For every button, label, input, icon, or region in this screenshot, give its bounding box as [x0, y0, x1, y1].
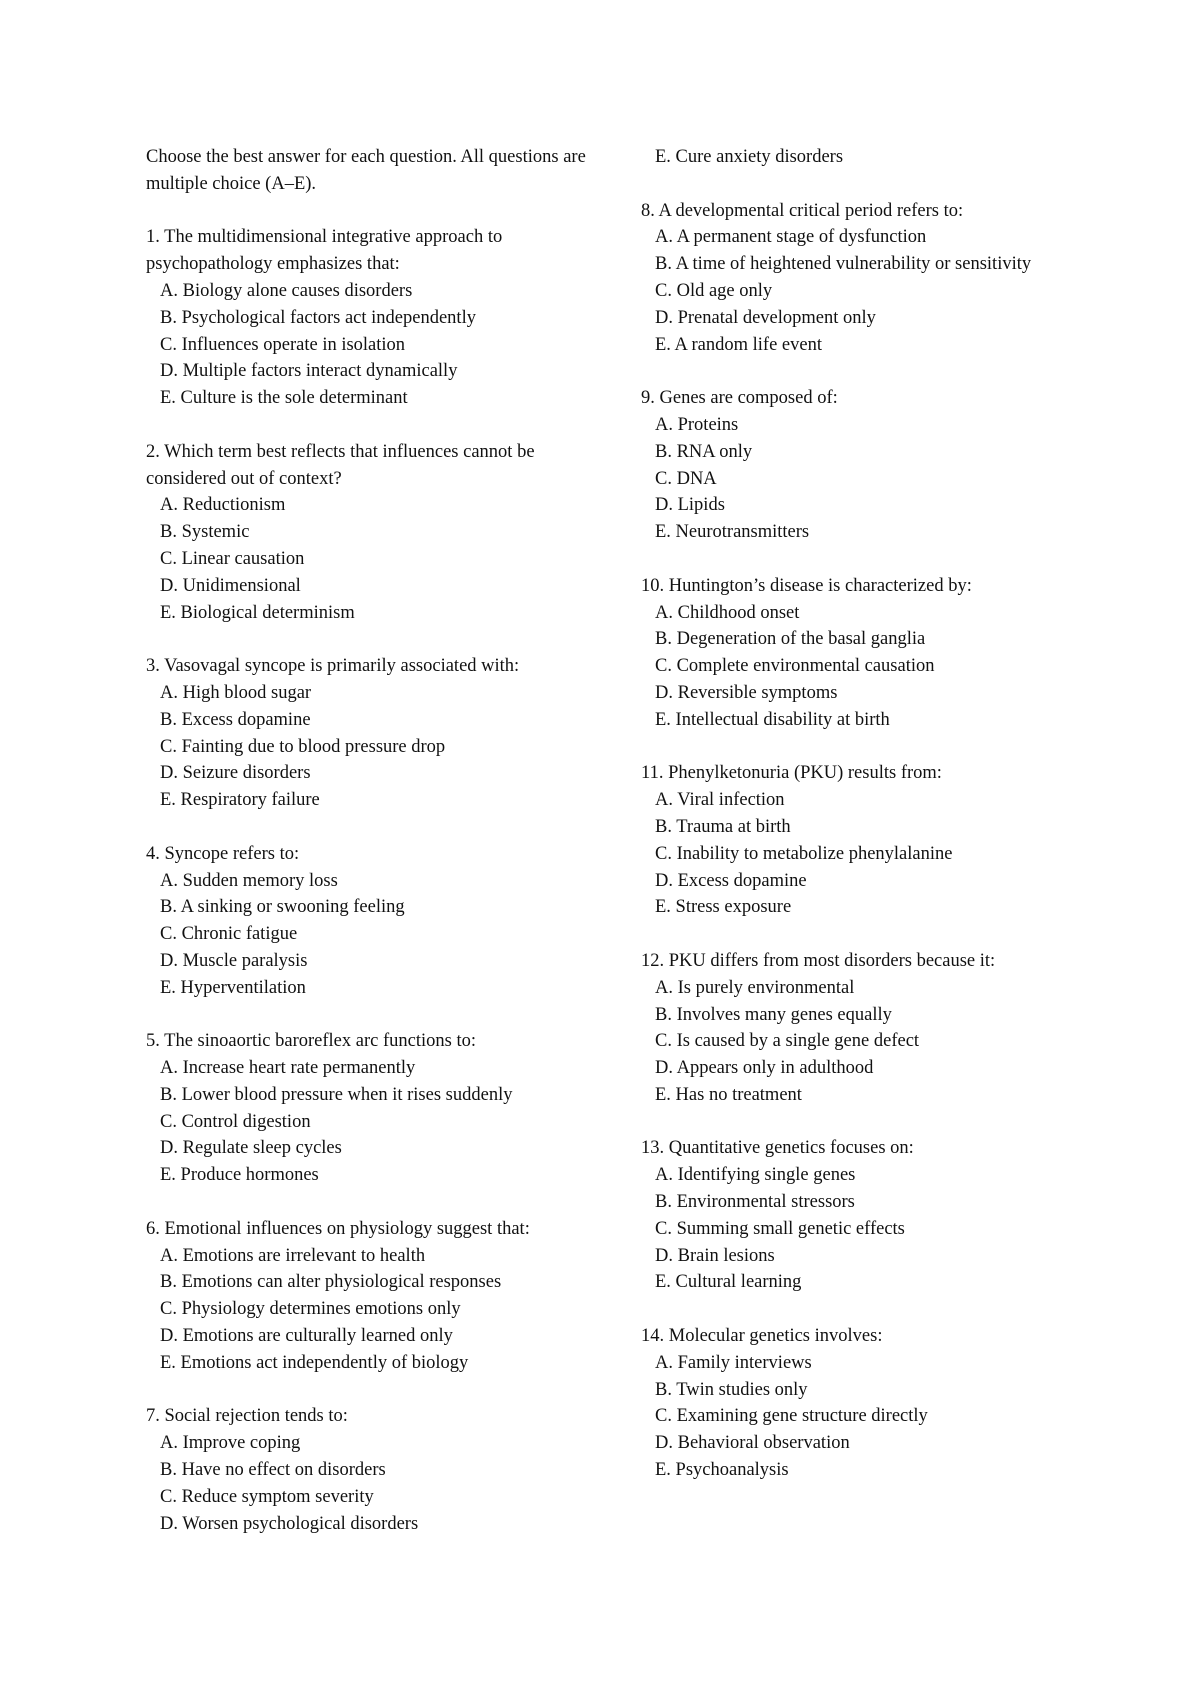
option: B. Involves many genes equally [655, 1004, 892, 1025]
option: A. Biology alone causes disorders [160, 280, 413, 301]
option: E. A random life event [655, 334, 822, 355]
option: D. Unidimensional [160, 575, 301, 596]
option: A. High blood sugar [160, 682, 312, 703]
question-block [146, 1028, 591, 1189]
option: C. Inability to metabolize phenylalanine [655, 843, 953, 864]
option: C. Examining gene structure directly [655, 1406, 928, 1427]
option: A. Is purely environmental [655, 977, 855, 998]
option: E. Has no treatment [655, 1084, 802, 1105]
option: B. Twin studies only [655, 1379, 808, 1400]
option: A. Improve coping [160, 1433, 301, 1454]
option: C. Is caused by a single gene defect [655, 1031, 920, 1052]
option: D. Worsen psychological disorders [160, 1513, 419, 1534]
option: D. Multiple factors interact dynamically [160, 361, 458, 382]
option: E. Biological determinism [160, 602, 355, 623]
option: B. Environmental stressors [655, 1192, 855, 1213]
option: A. Childhood onset [655, 602, 800, 623]
option: E. Produce hormones [160, 1165, 319, 1186]
option: E. Stress exposure [655, 897, 792, 918]
instructions: Choose the best answer for each question. All questions are multiple choice (A–E). [146, 147, 586, 194]
option: A. Viral infection [655, 790, 785, 811]
option: B. A sinking or swooning feeling [160, 897, 405, 918]
question-block [641, 385, 1061, 546]
question-text: 1. The multidimensional integrative approach to psychopathology emphasizes that: [146, 227, 503, 275]
option: C. Complete environmental causation [655, 656, 935, 677]
question-block [641, 1135, 1061, 1296]
option: D. Emotions are culturally learned only [160, 1326, 453, 1347]
question-text: 2. Which term best reflects that influences cannot be considered out of context? [146, 441, 535, 489]
question-block [146, 224, 591, 412]
option: A. Sudden memory loss [160, 870, 338, 891]
question-text: 11. Phenylketonuria (PKU) results from: [641, 763, 942, 784]
question-text: 10. Huntington’s disease is characterized by: [641, 575, 972, 596]
option: B. RNA only [655, 441, 753, 462]
option: D. Prenatal development only [655, 307, 876, 328]
question-text: 5. The sinoaortic baroreflex arc functions to: [146, 1031, 476, 1052]
option: D. Reversible symptoms [655, 682, 838, 703]
option: D. Appears only in adulthood [655, 1058, 874, 1079]
option: D. Excess dopamine [655, 870, 807, 891]
option: D. Brain lesions [655, 1245, 775, 1266]
option: B. Emotions can alter physiological responses [160, 1272, 502, 1293]
option-continued: E. Cure anxiety disorders [655, 147, 844, 167]
question-block [641, 573, 1061, 734]
question-block [146, 841, 591, 1002]
question-text: 12. PKU differs from most disorders because it: [641, 950, 996, 971]
option: B. Psychological factors act independently [160, 307, 476, 328]
option: B. Trauma at birth [655, 816, 791, 837]
option: C. Reduce symptom severity [160, 1486, 374, 1507]
right-column [641, 144, 1061, 1511]
option: C. Influences operate in isolation [160, 334, 406, 355]
question-text: 4. Syncope refers to: [146, 843, 300, 864]
option: E. Hyperventilation [160, 977, 306, 998]
option: D. Lipids [655, 495, 725, 516]
question-text: 7. Social rejection tends to: [146, 1406, 348, 1427]
left-column [146, 144, 591, 1564]
question-text: 14. Molecular genetics involves: [641, 1326, 883, 1347]
option: D. Regulate sleep cycles [160, 1138, 342, 1159]
option: E. Emotions act independently of biology [160, 1352, 469, 1373]
option: C. Physiology determines emotions only [160, 1299, 461, 1320]
question-block [146, 653, 591, 814]
option: A. Increase heart rate permanently [160, 1058, 416, 1079]
option: C. Chronic fatigue [160, 924, 298, 945]
option: B. Excess dopamine [160, 709, 311, 730]
option: D. Seizure disorders [160, 763, 311, 784]
question-block [146, 1403, 591, 1537]
option: C. Fainting due to blood pressure drop [160, 736, 446, 757]
question-block [641, 198, 1061, 359]
question-text: 9. Genes are composed of: [641, 388, 838, 409]
option: A. Emotions are irrelevant to health [160, 1245, 426, 1266]
option: B. A time of heightened vulnerability or sensitivity [655, 254, 1032, 275]
question-text: 13. Quantitative genetics focuses on: [641, 1138, 914, 1159]
question-block [641, 1323, 1061, 1484]
option: A. Reductionism [160, 495, 286, 516]
question-block [641, 948, 1061, 1109]
option: C. Summing small genetic effects [655, 1218, 905, 1239]
question-block [146, 439, 591, 627]
option: E. Cultural learning [655, 1272, 802, 1293]
option: E. Psychoanalysis [655, 1460, 789, 1481]
option: A. Identifying single genes [655, 1165, 856, 1186]
option: C. Control digestion [160, 1111, 311, 1132]
question-text: 6. Emotional influences on physiology suggest that: [146, 1218, 530, 1239]
option: C. Old age only [655, 280, 773, 301]
question-block [641, 760, 1061, 921]
option: E. Neurotransmitters [655, 522, 810, 543]
option: A. A permanent stage of dysfunction [655, 227, 927, 248]
question-text: 3. Vasovagal syncope is primarily associated with: [146, 656, 520, 677]
option: A. Family interviews [655, 1352, 812, 1373]
option: B. Degeneration of the basal ganglia [655, 629, 926, 650]
question-block [146, 1216, 591, 1377]
option: D. Muscle paralysis [160, 950, 308, 971]
option: D. Behavioral observation [655, 1433, 850, 1454]
option: B. Lower blood pressure when it rises suddenly [160, 1084, 513, 1105]
option: C. Linear causation [160, 548, 305, 569]
option: C. DNA [655, 468, 717, 489]
option: E. Intellectual disability at birth [655, 709, 890, 730]
option: A. Proteins [655, 414, 739, 435]
option: B. Have no effect on disorders [160, 1460, 386, 1481]
option: B. Systemic [160, 522, 250, 543]
option: E. Culture is the sole determinant [160, 388, 408, 409]
question-text: 8. A developmental critical period refers to: [641, 200, 964, 221]
option: E. Respiratory failure [160, 790, 320, 811]
